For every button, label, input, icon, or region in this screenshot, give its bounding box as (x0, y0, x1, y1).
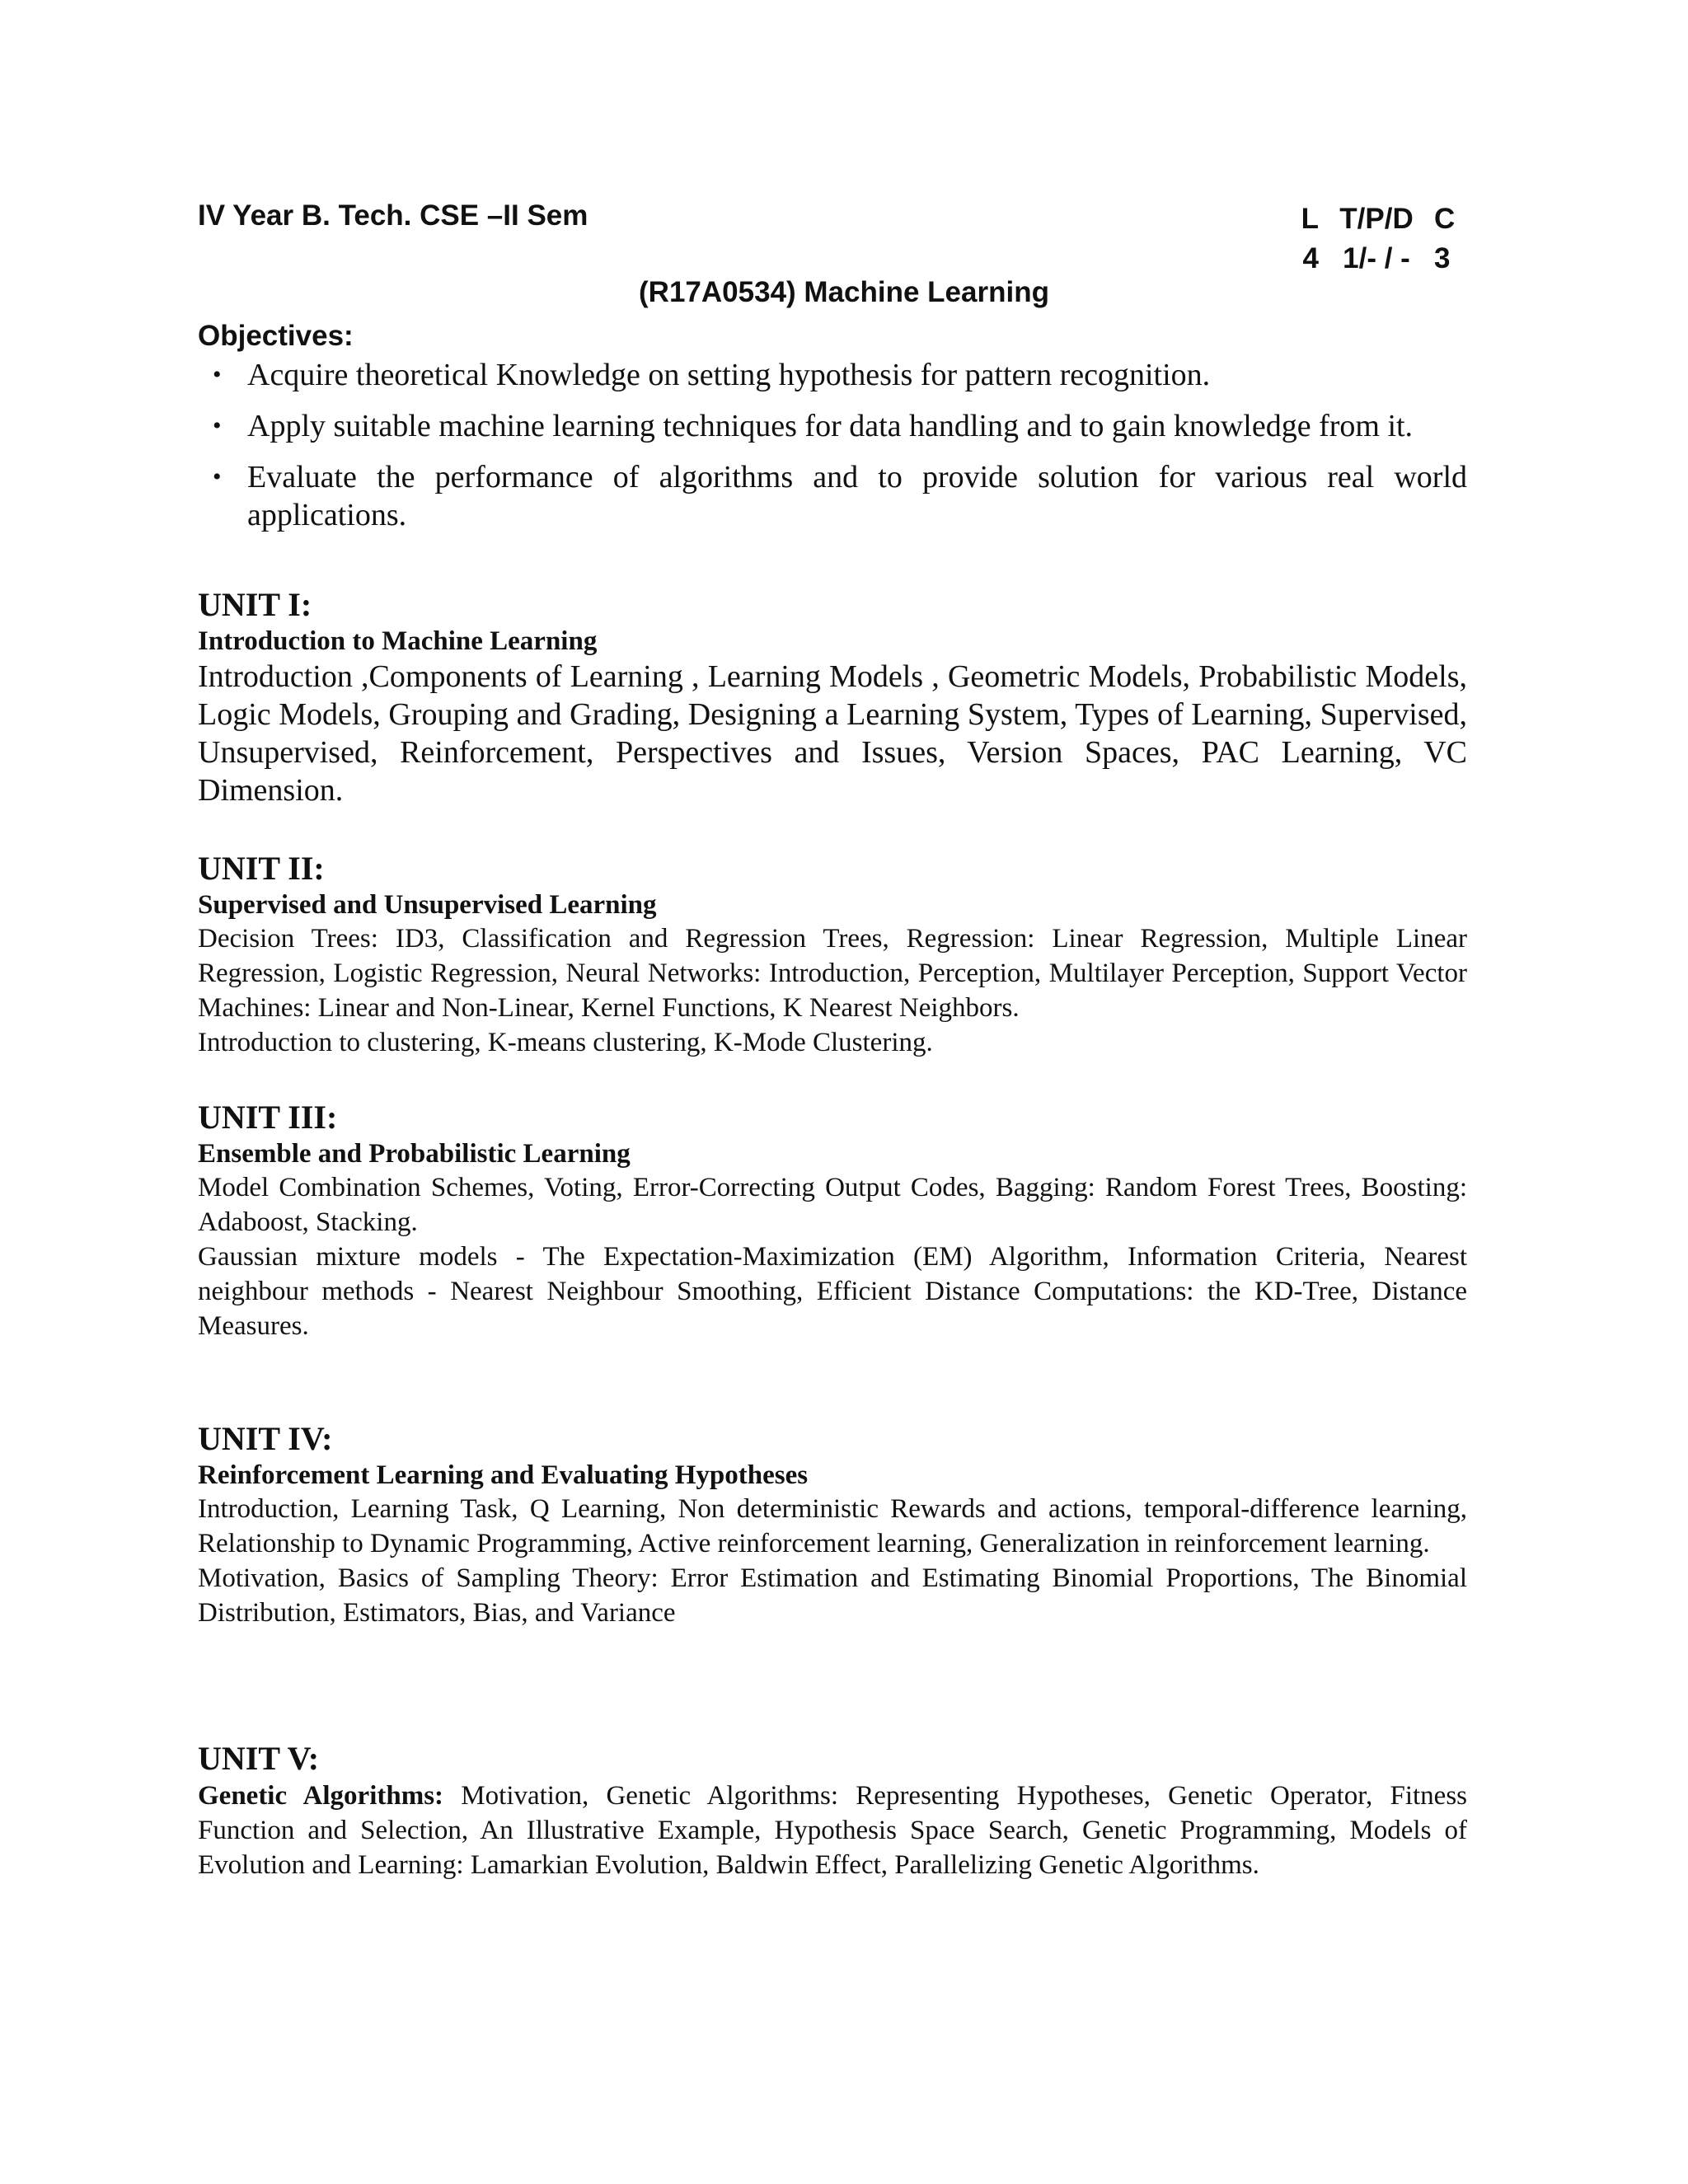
ltpc-label-tpd: T/P/D (1339, 203, 1414, 235)
ltpc-values-row (1286, 239, 1467, 279)
ltpc-table (1286, 199, 1467, 279)
objective-item (198, 356, 1467, 394)
course-title: (R17A0534) Machine Learning (639, 276, 1049, 308)
unit-5-section (198, 1739, 1467, 1882)
unit-paragraph: Introduction, Learning Task, Q Learning, Non deterministic Rewards and actions, temporal-difference learning, Relationship to Dynamic Programming, Active reinforcement learning, Generalization in reinforcement learning. (198, 1494, 1467, 1558)
unit-subtitle: Introduction to Machine Learning (198, 626, 598, 656)
year-semester-heading: IV Year B. Tech. CSE –II Sem (198, 199, 588, 232)
ltpc-label-c: C (1434, 203, 1456, 235)
unit-1-section (198, 585, 1467, 809)
unit-body (198, 658, 1467, 809)
unit-paragraph: Introduction ,Components of Learning , Learning Models , Geometric Models, Probabilistic Models, Logic Models, Grouping and Grading, Designing a Learning System, Types of Learning, Supervised, Unsupervised, Reinforcement, Perspectives and Issues, Version Spaces, PAC Learning, VC Dimension. (198, 659, 1467, 808)
ltpc-value-l: 4 (1302, 242, 1319, 274)
unit-title: UNIT I: (198, 586, 312, 623)
unit-body (198, 1170, 1467, 1343)
unit-paragraph: Gaussian mixture models - The Expectation-Maximization (EM) Algorithm, Information Criteria, Nearest neighbour methods - Nearest Neighbour Smoothing, Efficient Distance Computations: the KD-Tree, Distance Measures. (198, 1242, 1467, 1341)
unit-body (198, 921, 1467, 1060)
ltpc-value-tpd: 1/- / - (1343, 242, 1410, 274)
unit-lead-heading: Genetic Algorithms: (198, 1781, 444, 1811)
objectives-heading: Objectives: (198, 320, 354, 352)
unit-paragraph: Motivation, Basics of Sampling Theory: Error Estimation and Estimating Binomial Proportions, The Binomial Distribution, Estimators, Bias, and Variance (198, 1563, 1467, 1628)
unit-body (198, 1779, 1467, 1882)
unit-paragraph: Introduction to clustering, K-means clustering, K-Mode Clustering. (198, 1028, 933, 1057)
objective-text: Acquire theoretical Knowledge on setting hypothesis for pattern recognition. (247, 358, 1211, 392)
ltpc-label-l: L (1301, 203, 1319, 235)
unit-title: UNIT V: (198, 1740, 320, 1777)
unit-body (198, 1492, 1467, 1630)
unit-subtitle: Ensemble and Probabilistic Learning (198, 1139, 631, 1169)
unit-subtitle: Reinforcement Learning and Evaluating Hypotheses (198, 1460, 809, 1490)
unit-title: UNIT II: (198, 850, 325, 887)
unit-paragraph (198, 1779, 1467, 1882)
unit-paragraph: Model Combination Schemes, Voting, Error-Correcting Output Codes, Bagging: Random Forest Trees, Boosting: Adaboost, Stacking. (198, 1173, 1467, 1237)
unit-subtitle: Supervised and Unsupervised Learning (198, 890, 657, 920)
unit-2-section (198, 849, 1467, 1060)
objectives-list (198, 356, 1467, 547)
objective-text: Evaluate the performance of algorithms and to provide solution for various real world applications. (247, 460, 1467, 532)
bullet-icon: • (213, 463, 222, 490)
bullet-icon: • (213, 361, 222, 388)
bullet-icon: • (213, 412, 222, 439)
unit-title: UNIT IV: (198, 1420, 333, 1457)
objective-item (198, 458, 1467, 534)
unit-3-section (198, 1098, 1467, 1343)
objective-item (198, 407, 1467, 445)
unit-title: UNIT III: (198, 1099, 338, 1136)
ltpc-value-c: 3 (1434, 242, 1451, 274)
objective-text: Apply suitable machine learning techniques for data handling and to gain knowledge from it. (247, 409, 1414, 443)
ltpc-labels-row (1286, 199, 1467, 239)
unit-paragraph: Decision Trees: ID3, Classification and Regression Trees, Regression: Linear Regression, Multiple Linear Regression, Logistic Regression, Neural Networks: Introduction, Perception, Multilayer Perception, Support Vector Machines: Linear and Non-Linear, Kernel Functions, K Nearest Neighbors. (198, 924, 1467, 1023)
unit-paragraph-text: Motivation, Genetic Algorithms: Representing Hypotheses, Genetic Operator, Fitness Function and Selection, An Illustrative Example, Hypothesis Space Search, Genetic Programming, Models of Evolution and Learning: Lamarkian Evolution, Baldwin Effect, Parallelizing Genetic Algorithms. (198, 1781, 1468, 1880)
unit-4-section (198, 1419, 1467, 1630)
